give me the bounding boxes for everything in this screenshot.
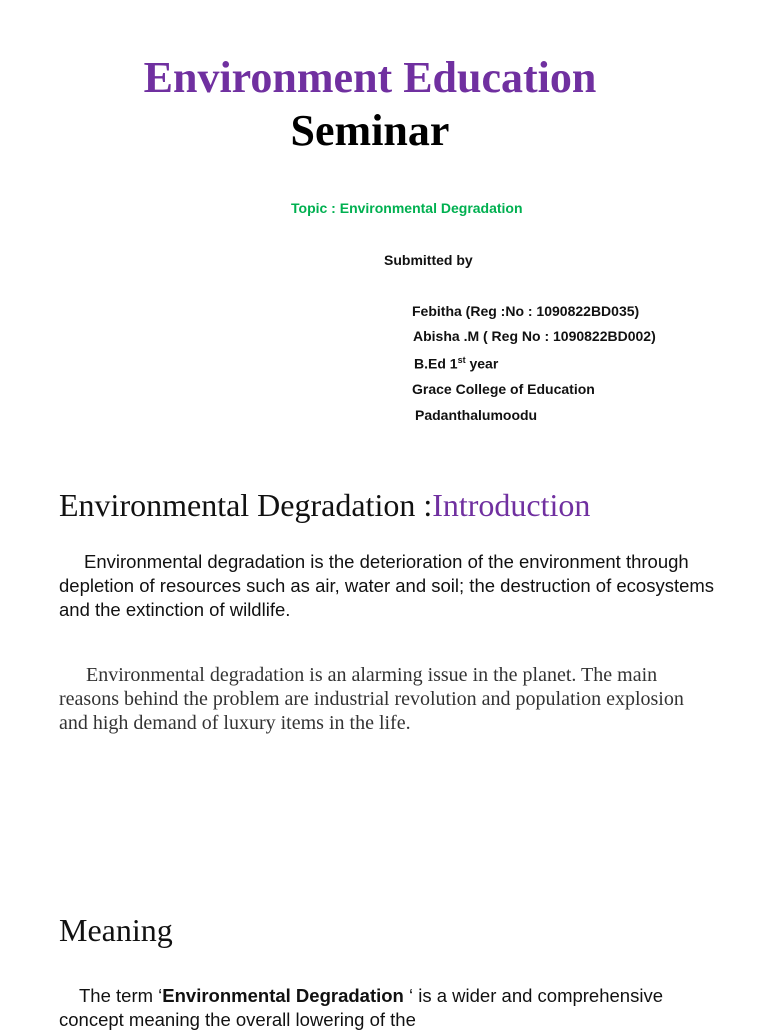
place-line: Padanthalumoodu: [415, 407, 538, 423]
author-2: Abisha .M ( Reg No : 1090822BD002): [413, 328, 656, 344]
course-sup: st: [457, 355, 466, 365]
page-subtitle: Seminar: [290, 106, 450, 155]
course-suffix: year: [465, 355, 499, 372]
meaning-para-end: ‘ is a wider and comprehensive concept meaning the overall lowering of the: [59, 985, 663, 1030]
intro-paragraph-2: Environmental degradation is an alarming issue in the planet. The main reasons behind the problem are industrial revolution and population explosion and high demand of luxury items in the life.: [59, 664, 684, 734]
meaning-heading: Meaning: [59, 912, 173, 948]
intro-paragraph-1: Environmental degradation is the deterioration of the environment through depletion of resources such as air, water and soil; the destruction of ecosystems and the extinction of wildlife.: [59, 551, 715, 620]
submitted-by-label: Submitted by: [384, 252, 473, 268]
meaning-para-start: The term ‘: [79, 985, 163, 1006]
intro-heading: [59, 487, 590, 524]
course-prefix: B.Ed 1: [414, 355, 458, 372]
page-title: Environment Education: [143, 53, 597, 102]
college-line: Grace College of Education: [412, 381, 595, 397]
meaning-paragraph: [59, 984, 719, 1032]
intro-heading-accent: Introduction: [432, 487, 591, 523]
intro-heading-main: Environmental Degradation :: [59, 487, 433, 523]
author-1: Febitha (Reg :No : 1090822BD035): [412, 303, 640, 319]
topic-line: Topic : Environmental Degradation: [291, 200, 523, 216]
course-line: [414, 355, 498, 372]
meaning-para-bold: Environmental Degradation: [162, 985, 404, 1006]
